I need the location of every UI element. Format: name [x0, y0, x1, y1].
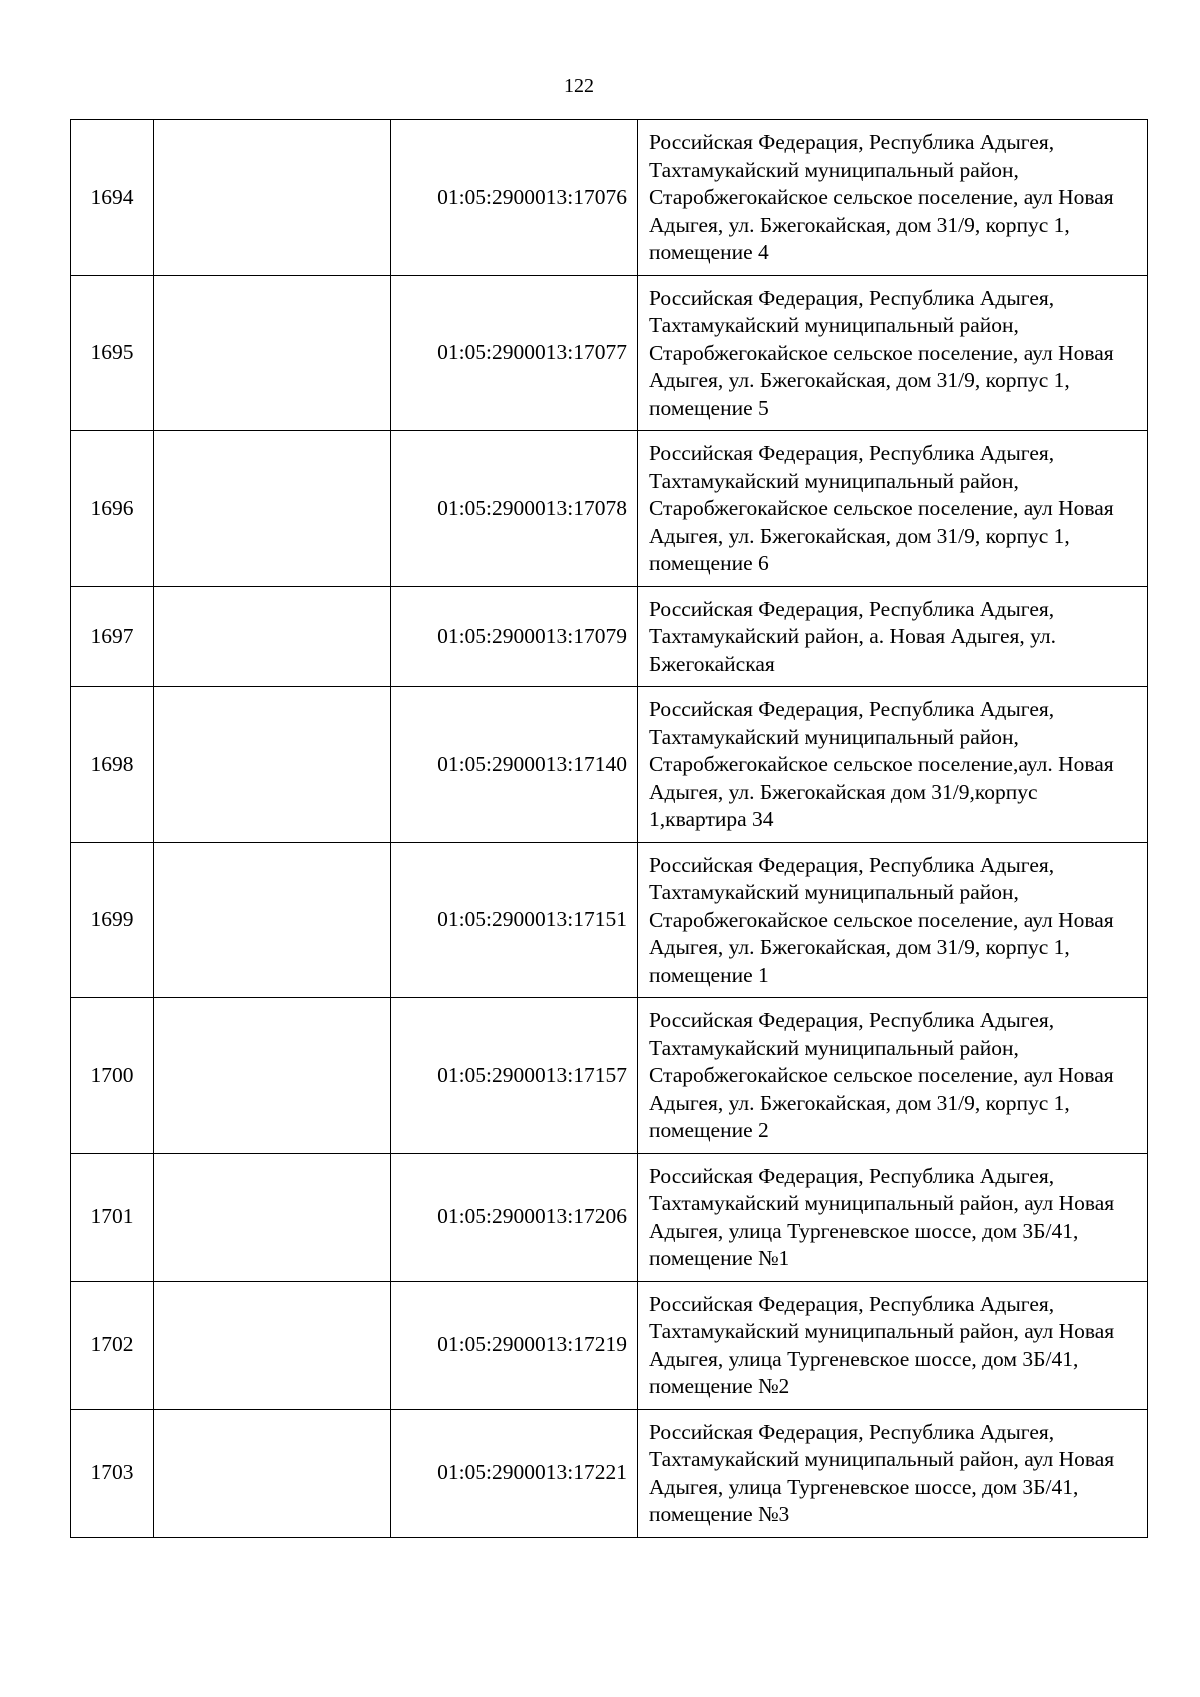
table-row: [71, 275, 1148, 431]
row-number-cell: 1695: [71, 275, 154, 431]
address-cell: Российская Федерация, Республика Адыгея, Тахтамукайский муниципальный район, аул Новая Адыгея, улица Тургеневское шоссе, дом 3Б/41, помещение №1: [638, 1153, 1148, 1281]
cadastral-number-cell: 01:05:2900013:17077: [391, 275, 638, 431]
table-row: [71, 1153, 1148, 1281]
table-row: [71, 120, 1148, 276]
empty-cell: [154, 120, 391, 276]
registry-table: [70, 119, 1148, 1538]
table-row: [71, 1281, 1148, 1409]
address-cell: Российская Федерация, Республика Адыгея, Тахтамукайский муниципальный район, Старобжегокайское сельское поселение, аул Новая Адыгея, ул. Бжегокайская, дом 31/9, корпус 1, помещение 1: [638, 842, 1148, 998]
cadastral-number-cell: 01:05:2900013:17078: [391, 431, 638, 587]
cadastral-number-cell: 01:05:2900013:17076: [391, 120, 638, 276]
address-cell: Российская Федерация, Республика Адыгея, Тахтамукайский муниципальный район, Старобжегокайское сельское поселение,аул. Новая Адыгея, ул. Бжегокайская дом 31/9,корпус 1,квартира 34: [638, 687, 1148, 843]
empty-cell: [154, 586, 391, 687]
empty-cell: [154, 687, 391, 843]
empty-cell: [154, 998, 391, 1154]
row-number-cell: 1699: [71, 842, 154, 998]
table-row: [71, 431, 1148, 587]
row-number-cell: 1697: [71, 586, 154, 687]
cadastral-number-cell: 01:05:2900013:17219: [391, 1281, 638, 1409]
row-number-cell: 1694: [71, 120, 154, 276]
cadastral-number-cell: 01:05:2900013:17151: [391, 842, 638, 998]
row-number-cell: 1702: [71, 1281, 154, 1409]
address-cell: Российская Федерация, Республика Адыгея, Тахтамукайский муниципальный район, Старобжегокайское сельское поселение, аул Новая Адыгея, ул. Бжегокайская, дом 31/9, корпус 1, помещение 2: [638, 998, 1148, 1154]
cadastral-number-cell: 01:05:2900013:17140: [391, 687, 638, 843]
empty-cell: [154, 1409, 391, 1537]
empty-cell: [154, 1281, 391, 1409]
address-cell: Российская Федерация, Республика Адыгея, Тахтамукайский муниципальный район, Старобжегокайское сельское поселение, аул Новая Адыгея, ул. Бжегокайская, дом 31/9, корпус 1, помещение 6: [638, 431, 1148, 587]
address-cell: Российская Федерация, Республика Адыгея, Тахтамукайский муниципальный район, аул Новая Адыгея, улица Тургеневское шоссе, дом 3Б/41, помещение №3: [638, 1409, 1148, 1537]
table-row: [71, 586, 1148, 687]
cadastral-number-cell: 01:05:2900013:17079: [391, 586, 638, 687]
table-row: [71, 687, 1148, 843]
empty-cell: [154, 842, 391, 998]
row-number-cell: 1696: [71, 431, 154, 587]
address-cell: Российская Федерация, Республика Адыгея, Тахтамукайский район, а. Новая Адыгея, ул. Бжегокайская: [638, 586, 1148, 687]
address-cell: Российская Федерация, Республика Адыгея, Тахтамукайский муниципальный район, Старобжегокайское сельское поселение, аул Новая Адыгея, ул. Бжегокайская, дом 31/9, корпус 1, помещение 4: [638, 120, 1148, 276]
row-number-cell: 1701: [71, 1153, 154, 1281]
cadastral-number-cell: 01:05:2900013:17157: [391, 998, 638, 1154]
address-cell: Российская Федерация, Республика Адыгея, Тахтамукайский муниципальный район, Старобжегокайское сельское поселение, аул Новая Адыгея, ул. Бжегокайская, дом 31/9, корпус 1, помещение 5: [638, 275, 1148, 431]
empty-cell: [154, 1153, 391, 1281]
table-row: [71, 1409, 1148, 1537]
table-row: [71, 998, 1148, 1154]
row-number-cell: 1703: [71, 1409, 154, 1537]
row-number-cell: 1698: [71, 687, 154, 843]
empty-cell: [154, 275, 391, 431]
cadastral-number-cell: 01:05:2900013:17206: [391, 1153, 638, 1281]
table-row: [71, 842, 1148, 998]
cadastral-number-cell: 01:05:2900013:17221: [391, 1409, 638, 1537]
row-number-cell: 1700: [71, 998, 154, 1154]
empty-cell: [154, 431, 391, 587]
registry-table-body: [71, 120, 1148, 1538]
page-number: 122: [564, 75, 594, 97]
address-cell: Российская Федерация, Республика Адыгея, Тахтамукайский муниципальный район, аул Новая Адыгея, улица Тургеневское шоссе, дом 3Б/41, помещение №2: [638, 1281, 1148, 1409]
